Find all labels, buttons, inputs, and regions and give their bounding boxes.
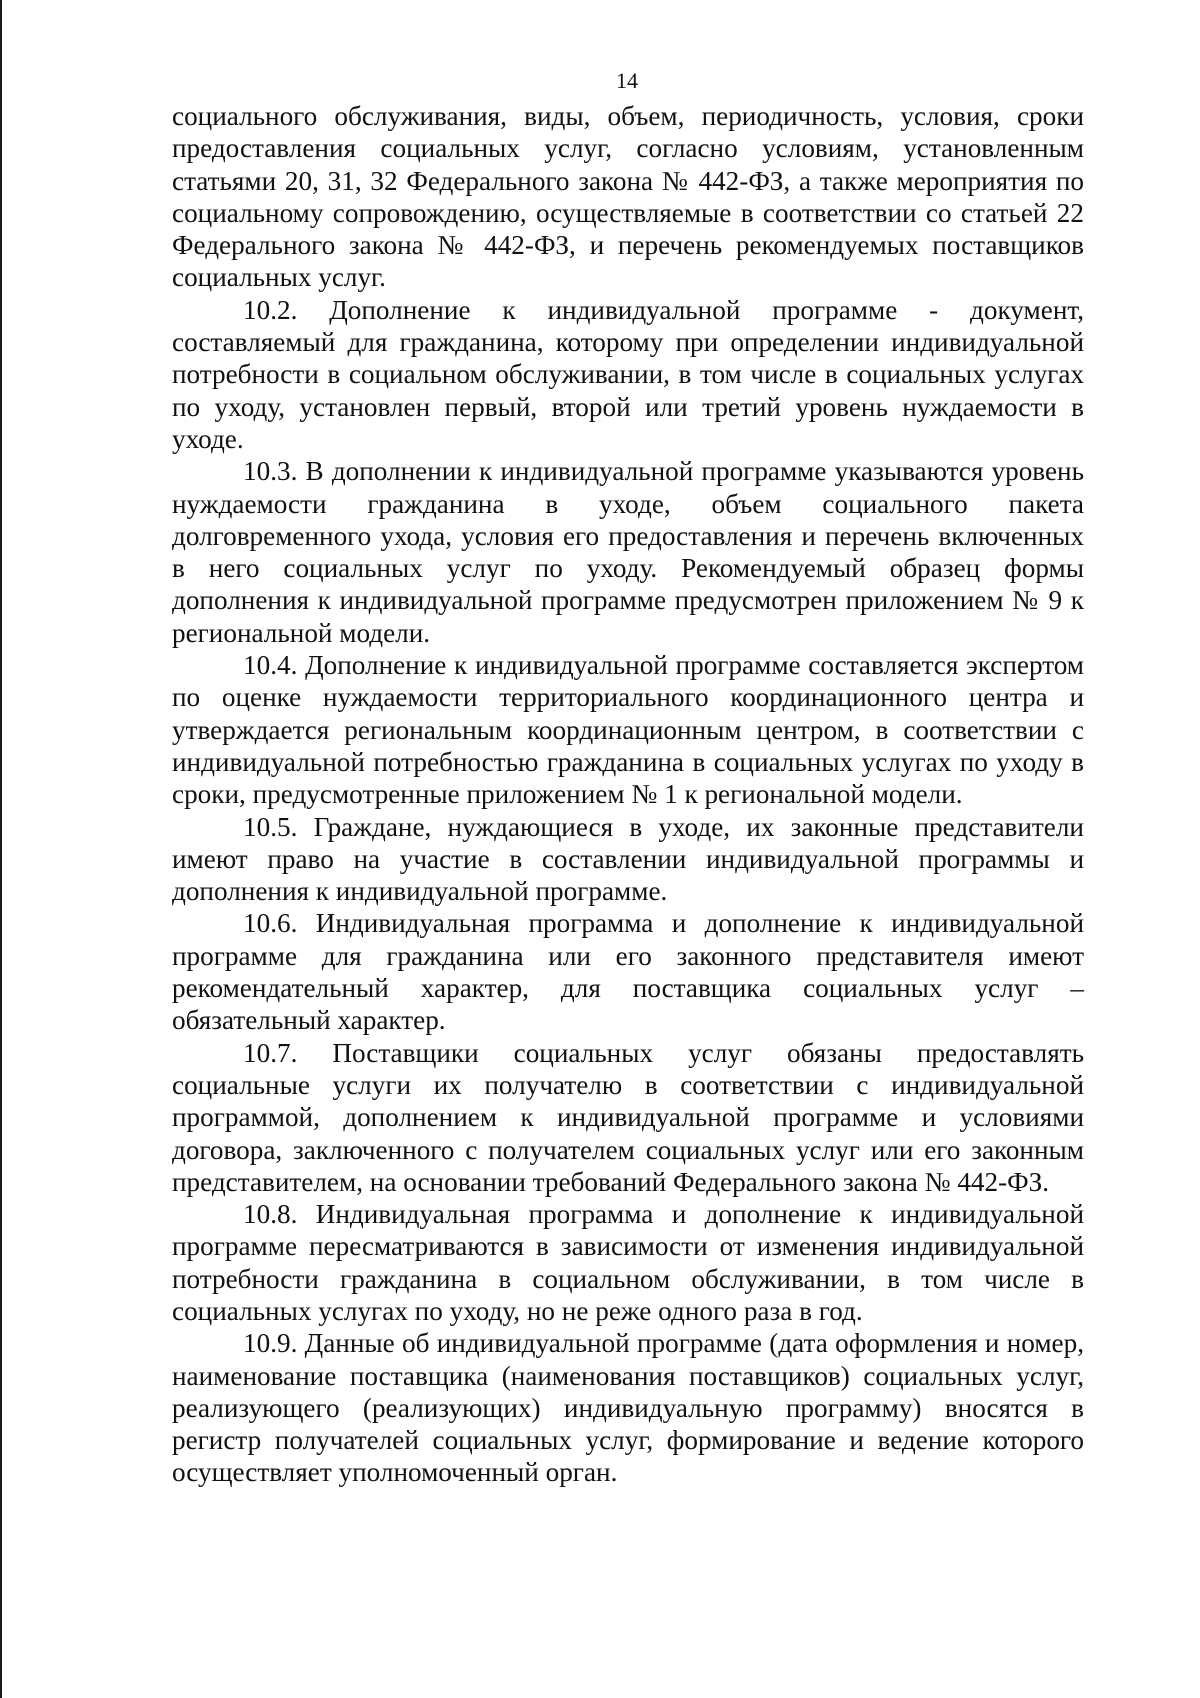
paragraph-10-8: 10.8. Индивидуальная программа и дополнение к индивидуальной программе пересматриваются в зависимости от изменения индивидуальной потребности гражданина в социальном обслуживании, в том числе в социальных услугах по уходу, но не реже одного раза в год. <box>172 1199 1084 1326</box>
paragraph-10-7: 10.7. Поставщики социальных услуг обязаны предоставлять социальные услуги их получателю в соответствии с индивидуальной программой, дополнением к индивидуальной программе и условиями договора, заключенного с получателем социальных услуг или его законным представителем, на основании требований Федерального закона № 442-ФЗ. <box>172 1037 1084 1197</box>
paragraph-10-2: 10.2. Дополнение к индивидуальной программе - документ, составляемый для гражданина, которому при определении индивидуальной потребности в социальном обслуживании, в том числе в социальных услугах по уходу, установлен первый, второй или третий уровень нуждаемости в уходе. <box>172 294 1084 454</box>
scan-edge-line <box>0 0 2 1698</box>
paragraph-continuation: социального обслуживания, виды, объем, периодичность, условия, сроки предоставления социальных услуг, согласно условиям, установленным статьями 20, 31, 32 Федерального закона № 442-ФЗ, а также мероприятия по социальному сопровождению, осуществляемые в соответствии со статьей 22 Федерального закона № 442-ФЗ, и перечень рекомендуемых поставщиков социальных услуг. <box>172 101 1084 293</box>
paragraph-10-5: 10.5. Граждане, нуждающиеся в уходе, их законные представители имеют право на участие в составлении индивидуальной программы и дополнения к индивидуальной программе. <box>172 811 1084 907</box>
paragraph-10-9: 10.9. Данные об индивидуальной программе (дата оформления и номер, наименование поставщика (наименования поставщиков) социальных услуг, реализующего (реализующих) индивидуальную программу) вносятся в регистр получателей социальных услуг, формирование и ведение которого осуществляет уполномоченный орган. <box>172 1328 1084 1488</box>
page-number: 14 <box>616 68 638 93</box>
paragraph-10-4: 10.4. Дополнение к индивидуальной программе составляется экспертом по оценке нуждаемости территориального координационного центра и утверждается региональным координационным центром, в соответствии с индивидуальной потребностью гражданина в социальных услугах по уходу в сроки, предусмотренные приложением № 1 к региональной модели. <box>172 650 1084 810</box>
paragraph-10-3: 10.3. В дополнении к индивидуальной программе указываются уровень нуждаемости гражданина в уходе, объем социального пакета долговременного ухода, условия его предоставления и перечень включенных в него социальных услуг по уходу. Рекомендуемый образец формы дополнения к индивидуальной программе предусмотрен приложением № 9 к региональной модели. <box>172 456 1084 648</box>
document-body <box>172 100 1084 1489</box>
paragraph-10-6: 10.6. Индивидуальная программа и дополнение к индивидуальной программе для гражданина или его законного представителя имеют рекомендательный характер, для поставщика социальных услуг – обязательный характер. <box>172 908 1084 1036</box>
